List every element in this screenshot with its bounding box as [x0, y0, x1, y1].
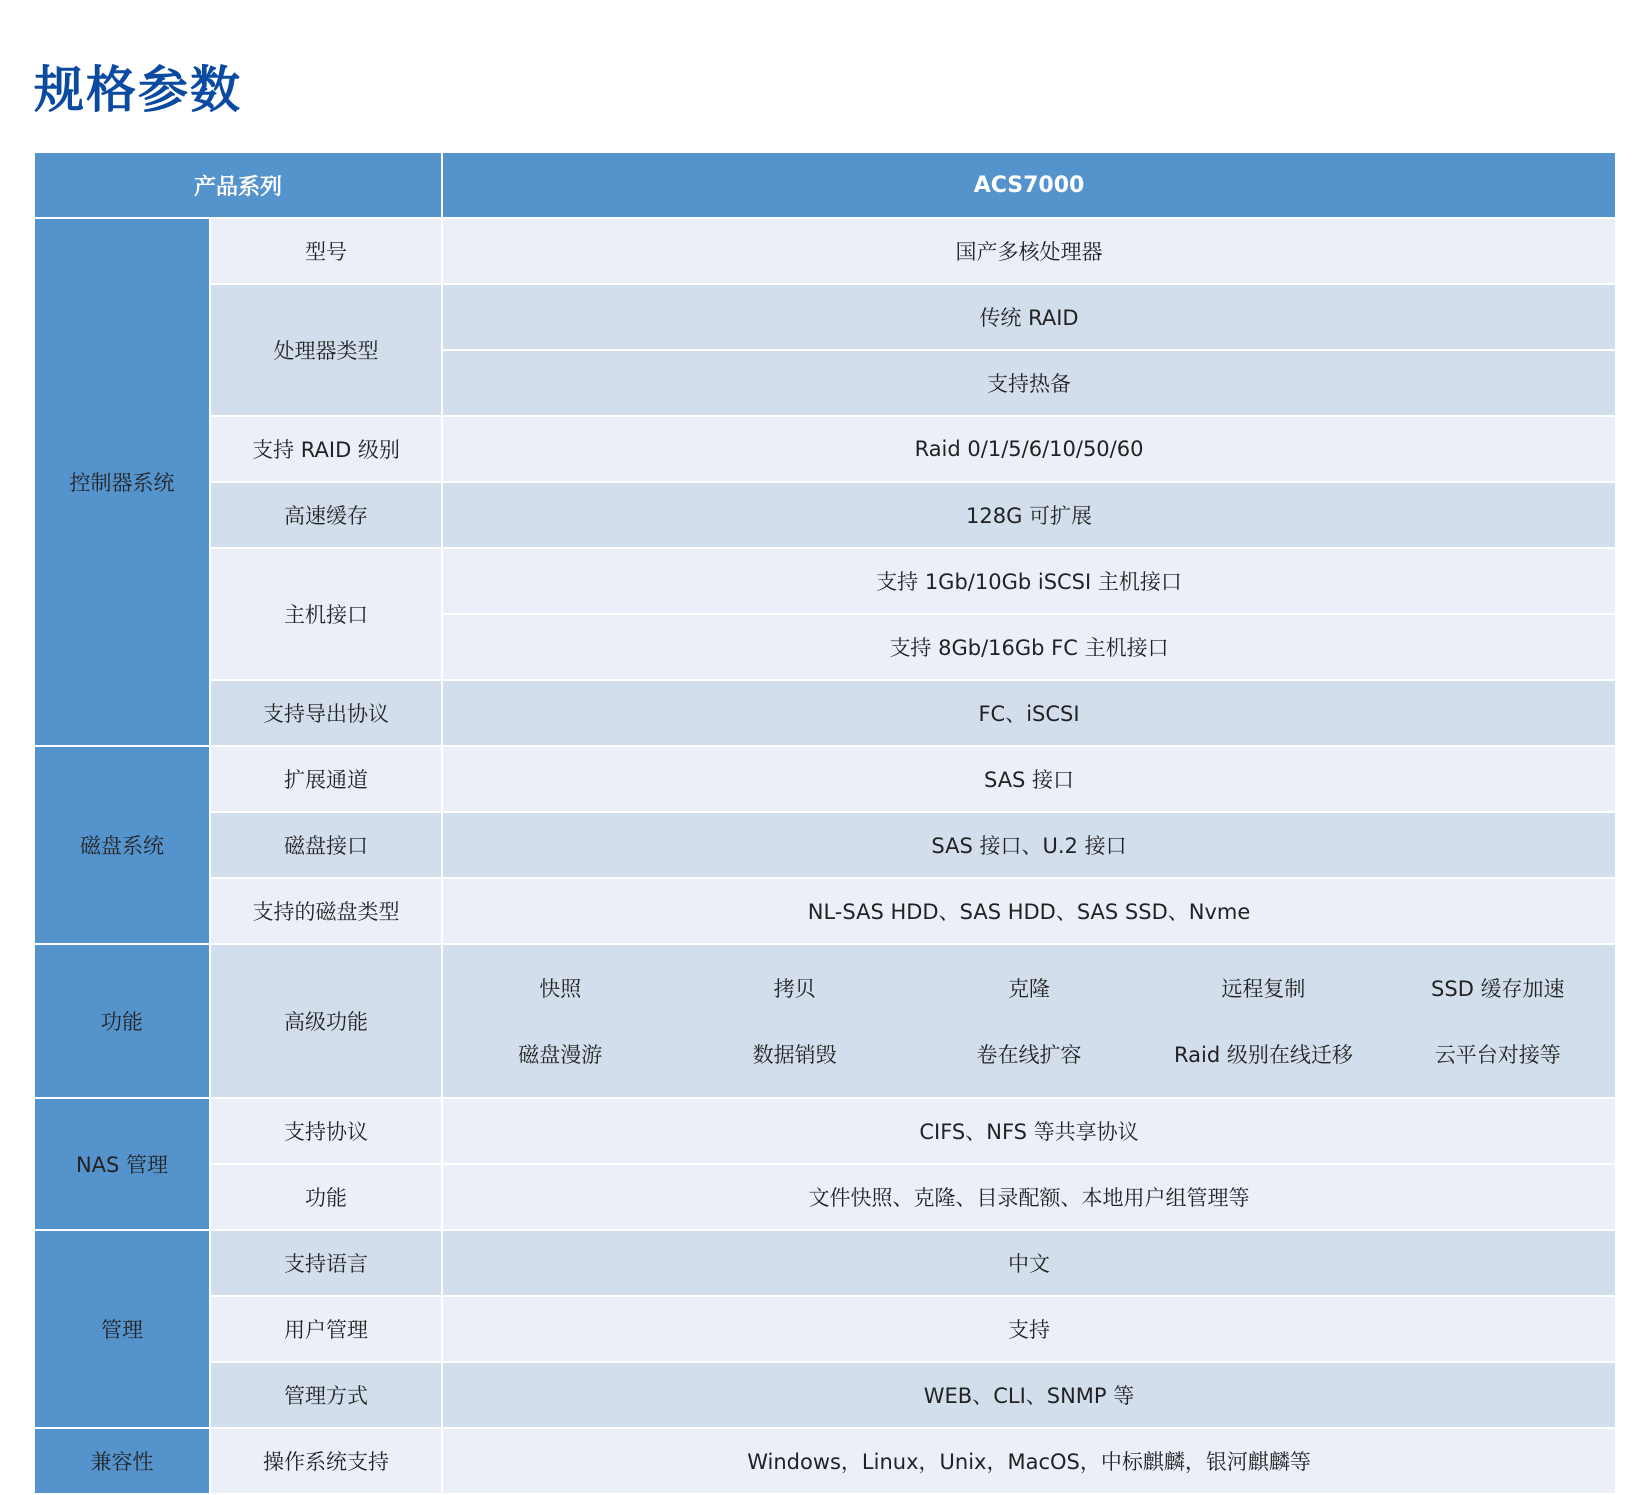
table-row [34, 548, 1616, 614]
series-header: 产品系列 [34, 152, 442, 218]
row-value: 128G 可扩展 [442, 482, 1616, 548]
table-row [34, 944, 1616, 1098]
feature-item: 数据销毁 [752, 1043, 837, 1067]
table-row [34, 812, 1616, 878]
table-row [34, 1164, 1616, 1230]
table-row [34, 1362, 1616, 1428]
row-value: 国产多核处理器 [442, 218, 1616, 284]
feature-item: 磁盘漫游 [518, 1043, 603, 1067]
row-label: 支持 RAID 级别 [210, 416, 442, 482]
table-row [34, 680, 1616, 746]
row-label: 主机接口 [210, 548, 442, 680]
row-value: FC、iSCSI [442, 680, 1616, 746]
row-label: 管理方式 [210, 1362, 442, 1428]
feature-item: 拷贝 [773, 977, 816, 1001]
table-row [34, 416, 1616, 482]
row-label: 磁盘接口 [210, 812, 442, 878]
table-row [34, 1098, 1616, 1164]
table-row [34, 1296, 1616, 1362]
table-row [34, 746, 1616, 812]
feature-item: Raid 级别在线迁移 [1173, 1043, 1353, 1067]
category-disk: 磁盘系统 [34, 746, 210, 944]
feature-item: 卷在线扩容 [976, 1043, 1082, 1067]
row-value: CIFS、NFS 等共享协议 [442, 1098, 1616, 1164]
row-value: 支持 1Gb/10Gb iSCSI 主机接口 [442, 548, 1616, 614]
row-value: 支持 8Gb/16Gb FC 主机接口 [442, 614, 1616, 680]
row-label: 高速缓存 [210, 482, 442, 548]
spec-table [33, 151, 1617, 1495]
row-label: 处理器类型 [210, 284, 442, 416]
row-label: 支持协议 [210, 1098, 442, 1164]
row-value: 传统 RAID [442, 284, 1616, 350]
row-label: 支持的磁盘类型 [210, 878, 442, 944]
row-label: 功能 [210, 1164, 442, 1230]
table-row [34, 482, 1616, 548]
category-function: 功能 [34, 944, 210, 1098]
table-header-row [34, 152, 1616, 218]
row-label: 支持语言 [210, 1230, 442, 1296]
row-label: 型号 [210, 218, 442, 284]
feature-item: 快照 [539, 977, 582, 1001]
row-label: 操作系统支持 [210, 1428, 442, 1494]
row-value: WEB、CLI、SNMP 等 [442, 1362, 1616, 1428]
row-value: NL-SAS HDD、SAS HDD、SAS SSD、Nvme [442, 878, 1616, 944]
feature-item: 远程复制 [1221, 977, 1306, 1001]
row-value: 支持 [442, 1296, 1616, 1362]
row-value: Raid 0/1/5/6/10/50/60 [442, 416, 1616, 482]
table-row [34, 284, 1616, 350]
row-label: 支持导出协议 [210, 680, 442, 746]
row-value: 文件快照、克隆、目录配额、本地用户组管理等 [442, 1164, 1616, 1230]
feature-item: 云平台对接等 [1434, 1043, 1561, 1067]
product-header: ACS7000 [442, 152, 1616, 218]
table-row [34, 218, 1616, 284]
advanced-features-grid [443, 955, 1615, 1087]
row-value: SAS 接口、U.2 接口 [442, 812, 1616, 878]
page-title: 规格参数 [34, 61, 242, 119]
category-controller: 控制器系统 [34, 218, 210, 746]
row-label: 高级功能 [210, 944, 442, 1098]
advanced-features-cell [442, 944, 1616, 1098]
row-label: 扩展通道 [210, 746, 442, 812]
feature-item: 克隆 [1008, 977, 1050, 1001]
category-nas: NAS 管理 [34, 1098, 210, 1230]
row-value: SAS 接口 [442, 746, 1616, 812]
row-label: 用户管理 [210, 1296, 442, 1362]
table-row [34, 1230, 1616, 1296]
table-row [34, 1428, 1616, 1494]
category-compatibility: 兼容性 [34, 1428, 210, 1494]
feature-item: SSD 缓存加速 [1431, 977, 1565, 1001]
row-value: Windows，Linux，Unix，MacOS，中标麒麟，银河麒麟等 [442, 1428, 1616, 1494]
row-value: 支持热备 [442, 350, 1616, 416]
row-value: 中文 [442, 1230, 1616, 1296]
category-management: 管理 [34, 1230, 210, 1428]
table-row [34, 878, 1616, 944]
